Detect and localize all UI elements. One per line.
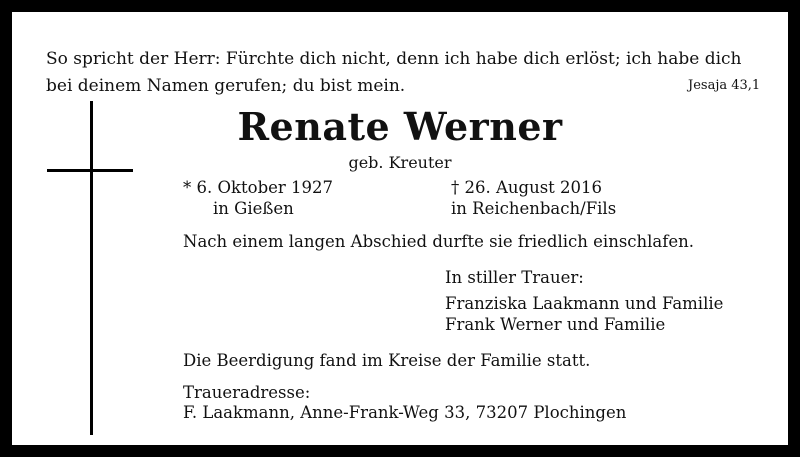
mourners-heading: In stiller Trauer:: [445, 268, 584, 287]
address-label: Traueradresse:: [183, 383, 311, 402]
verse-line-1: So spricht der Herr: Fürchte dich nicht, denn ich habe dich erlöst; ich habe dich: [46, 49, 742, 69]
funeral-note: Die Beerdigung fand im Kreise der Familie statt.: [183, 351, 591, 370]
birth-place: in Gießen: [213, 199, 294, 218]
deceased-name: Renate Werner: [237, 104, 563, 149]
cross-icon: [90, 101, 93, 435]
verse-line-2: bei deinem Namen gerufen; du bist mein.: [46, 76, 406, 96]
mourner-line: Franziska Laakmann und Familie: [445, 294, 724, 313]
birth-date: * 6. Oktober 1927: [183, 178, 334, 197]
verse-reference: Jesaja 43,1: [688, 78, 761, 93]
obituary-card: [12, 12, 788, 445]
mourner-line: Frank Werner und Familie: [445, 315, 666, 334]
address-value: F. Laakmann, Anne-Frank-Weg 33, 73207 Plochingen: [183, 403, 627, 422]
farewell-message: Nach einem langen Abschied durfte sie friedlich einschlafen.: [183, 232, 695, 251]
death-date: † 26. August 2016: [451, 178, 603, 197]
maiden-name: geb. Kreuter: [348, 153, 452, 172]
death-place: in Reichenbach/Fils: [451, 199, 617, 218]
